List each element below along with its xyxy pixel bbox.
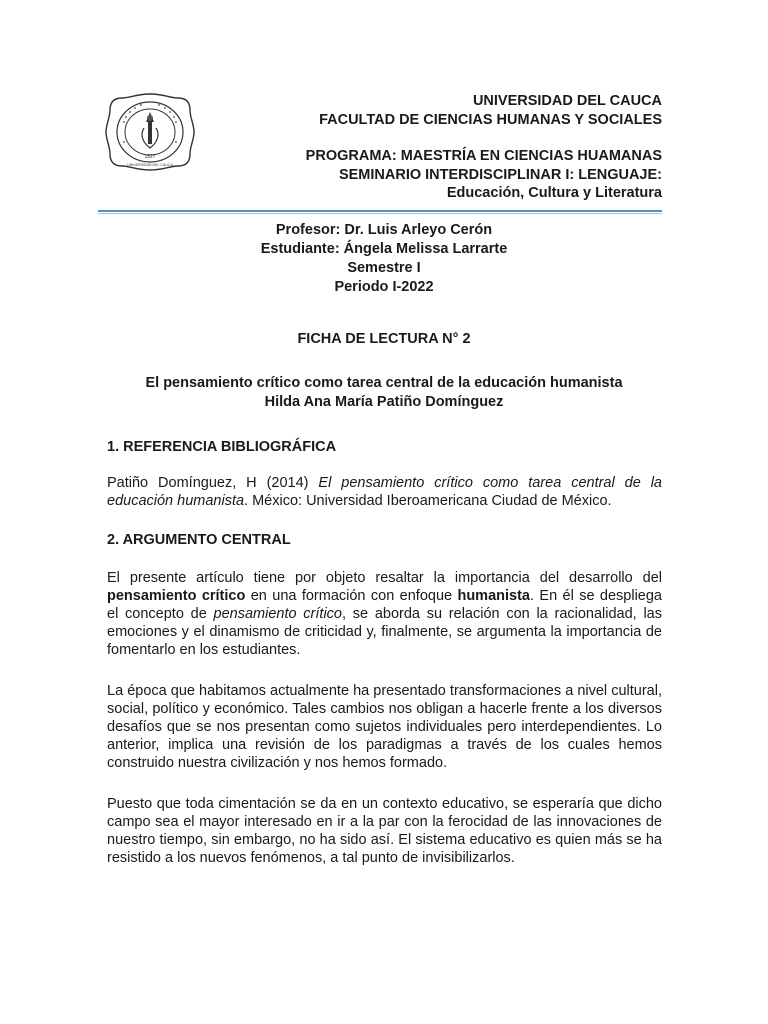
reference-text-suffix: . México: Universidad Iberoamericana Ciudad de México. bbox=[244, 493, 612, 509]
ficha-title: FICHA DE LECTURA N° 2 bbox=[297, 331, 471, 347]
reference-paragraph bbox=[107, 474, 662, 510]
reference-text-prefix: Patiño Domínguez, H (2014) bbox=[107, 475, 319, 491]
seal-year: 1827 bbox=[144, 154, 156, 160]
header-divider-secondary bbox=[98, 213, 662, 214]
p1-part-c: . En él se despliega el concepto de bbox=[107, 588, 662, 622]
argument-paragraph-1 bbox=[107, 569, 662, 659]
semester-line: Semestre I bbox=[347, 260, 421, 276]
university-name: UNIVERSIDAD DEL CAUCA bbox=[472, 93, 662, 109]
p1-part-b: en una formación con enfoque bbox=[245, 588, 458, 604]
student-line: Estudiante: Ángela Melissa Larrarte bbox=[260, 241, 508, 257]
p1-part-a: El presente artículo tiene por objeto resaltar la importancia del desarrollo del bbox=[107, 570, 662, 586]
professor-line: Profesor: Dr. Luis Arleyo Cerón bbox=[275, 222, 493, 238]
section-heading-argument: 2. ARGUMENTO CENTRAL bbox=[107, 532, 291, 548]
argument-paragraph-3: Puesto que toda cimentación se da en un contexto educativo, se esperaría que dicho campo sea el mayor interesado en ir a la par con la ferocidad de las innovaciones de nuestro tiempo, sin embargo, no ha sido así. El sistema educativo es quien más se ha resistido a los nuevos fenómenos, a tal punto de invisibilizarlos. bbox=[107, 796, 662, 866]
faculty-name: FACULTAD DE CIENCIAS HUMANAS Y SOCIALES bbox=[319, 111, 662, 128]
seminar-subtitle: Educación, Cultura y Literatura bbox=[446, 185, 662, 201]
reference-text-title: El pensamiento crítico como tarea central de la educación humanista bbox=[107, 475, 662, 509]
document-header bbox=[182, 92, 662, 203]
period-line: Periodo I-2022 bbox=[334, 279, 434, 295]
p1-bold-humanist: humanista bbox=[457, 588, 530, 604]
work-info bbox=[104, 374, 664, 412]
program-name: PROGRAMA: MAESTRÍA EN CIENCIAS HUAMANAS bbox=[305, 148, 662, 164]
work-title: El pensamiento crítico como tarea central de la educación humanista bbox=[145, 375, 623, 391]
p1-part-d: , se aborda su relación con la racionalidad, las emociones y el dinamismo de criticidad y, finalmente, se argumenta la importancia de fomentarlo en los estudiantes. bbox=[107, 606, 662, 658]
p1-bold-critical-thinking: pensamiento crítico bbox=[107, 588, 246, 604]
p1-italic-critical-thinking: pensamiento crítico bbox=[213, 606, 342, 622]
work-author: Hilda Ana María Patiño Domínguez bbox=[264, 394, 504, 410]
seminar-name: SEMINARIO INTERDISCIPLINAR I: LENGUAJE: bbox=[338, 166, 662, 183]
seal-ring-text: UNIVERSIDAD DEL CAUCA bbox=[127, 163, 173, 167]
course-info bbox=[104, 221, 664, 297]
header-divider bbox=[98, 210, 662, 212]
argument-paragraph-2: La época que habitamos actualmente ha presentado transformaciones a nivel cultural, social, político y económico. Tales cambios nos obligan a hacerle frente a los diversos desafíos que se nos presentan como sujetos individuales pero interdependientes. Lo anterior, implica una revisión de los paradigmas a través de los cuales hemos construido nuestra civilización y nos hemos formado. bbox=[107, 683, 662, 771]
section-heading-reference: 1. REFERENCIA BIBLIOGRÁFICA bbox=[107, 439, 337, 455]
